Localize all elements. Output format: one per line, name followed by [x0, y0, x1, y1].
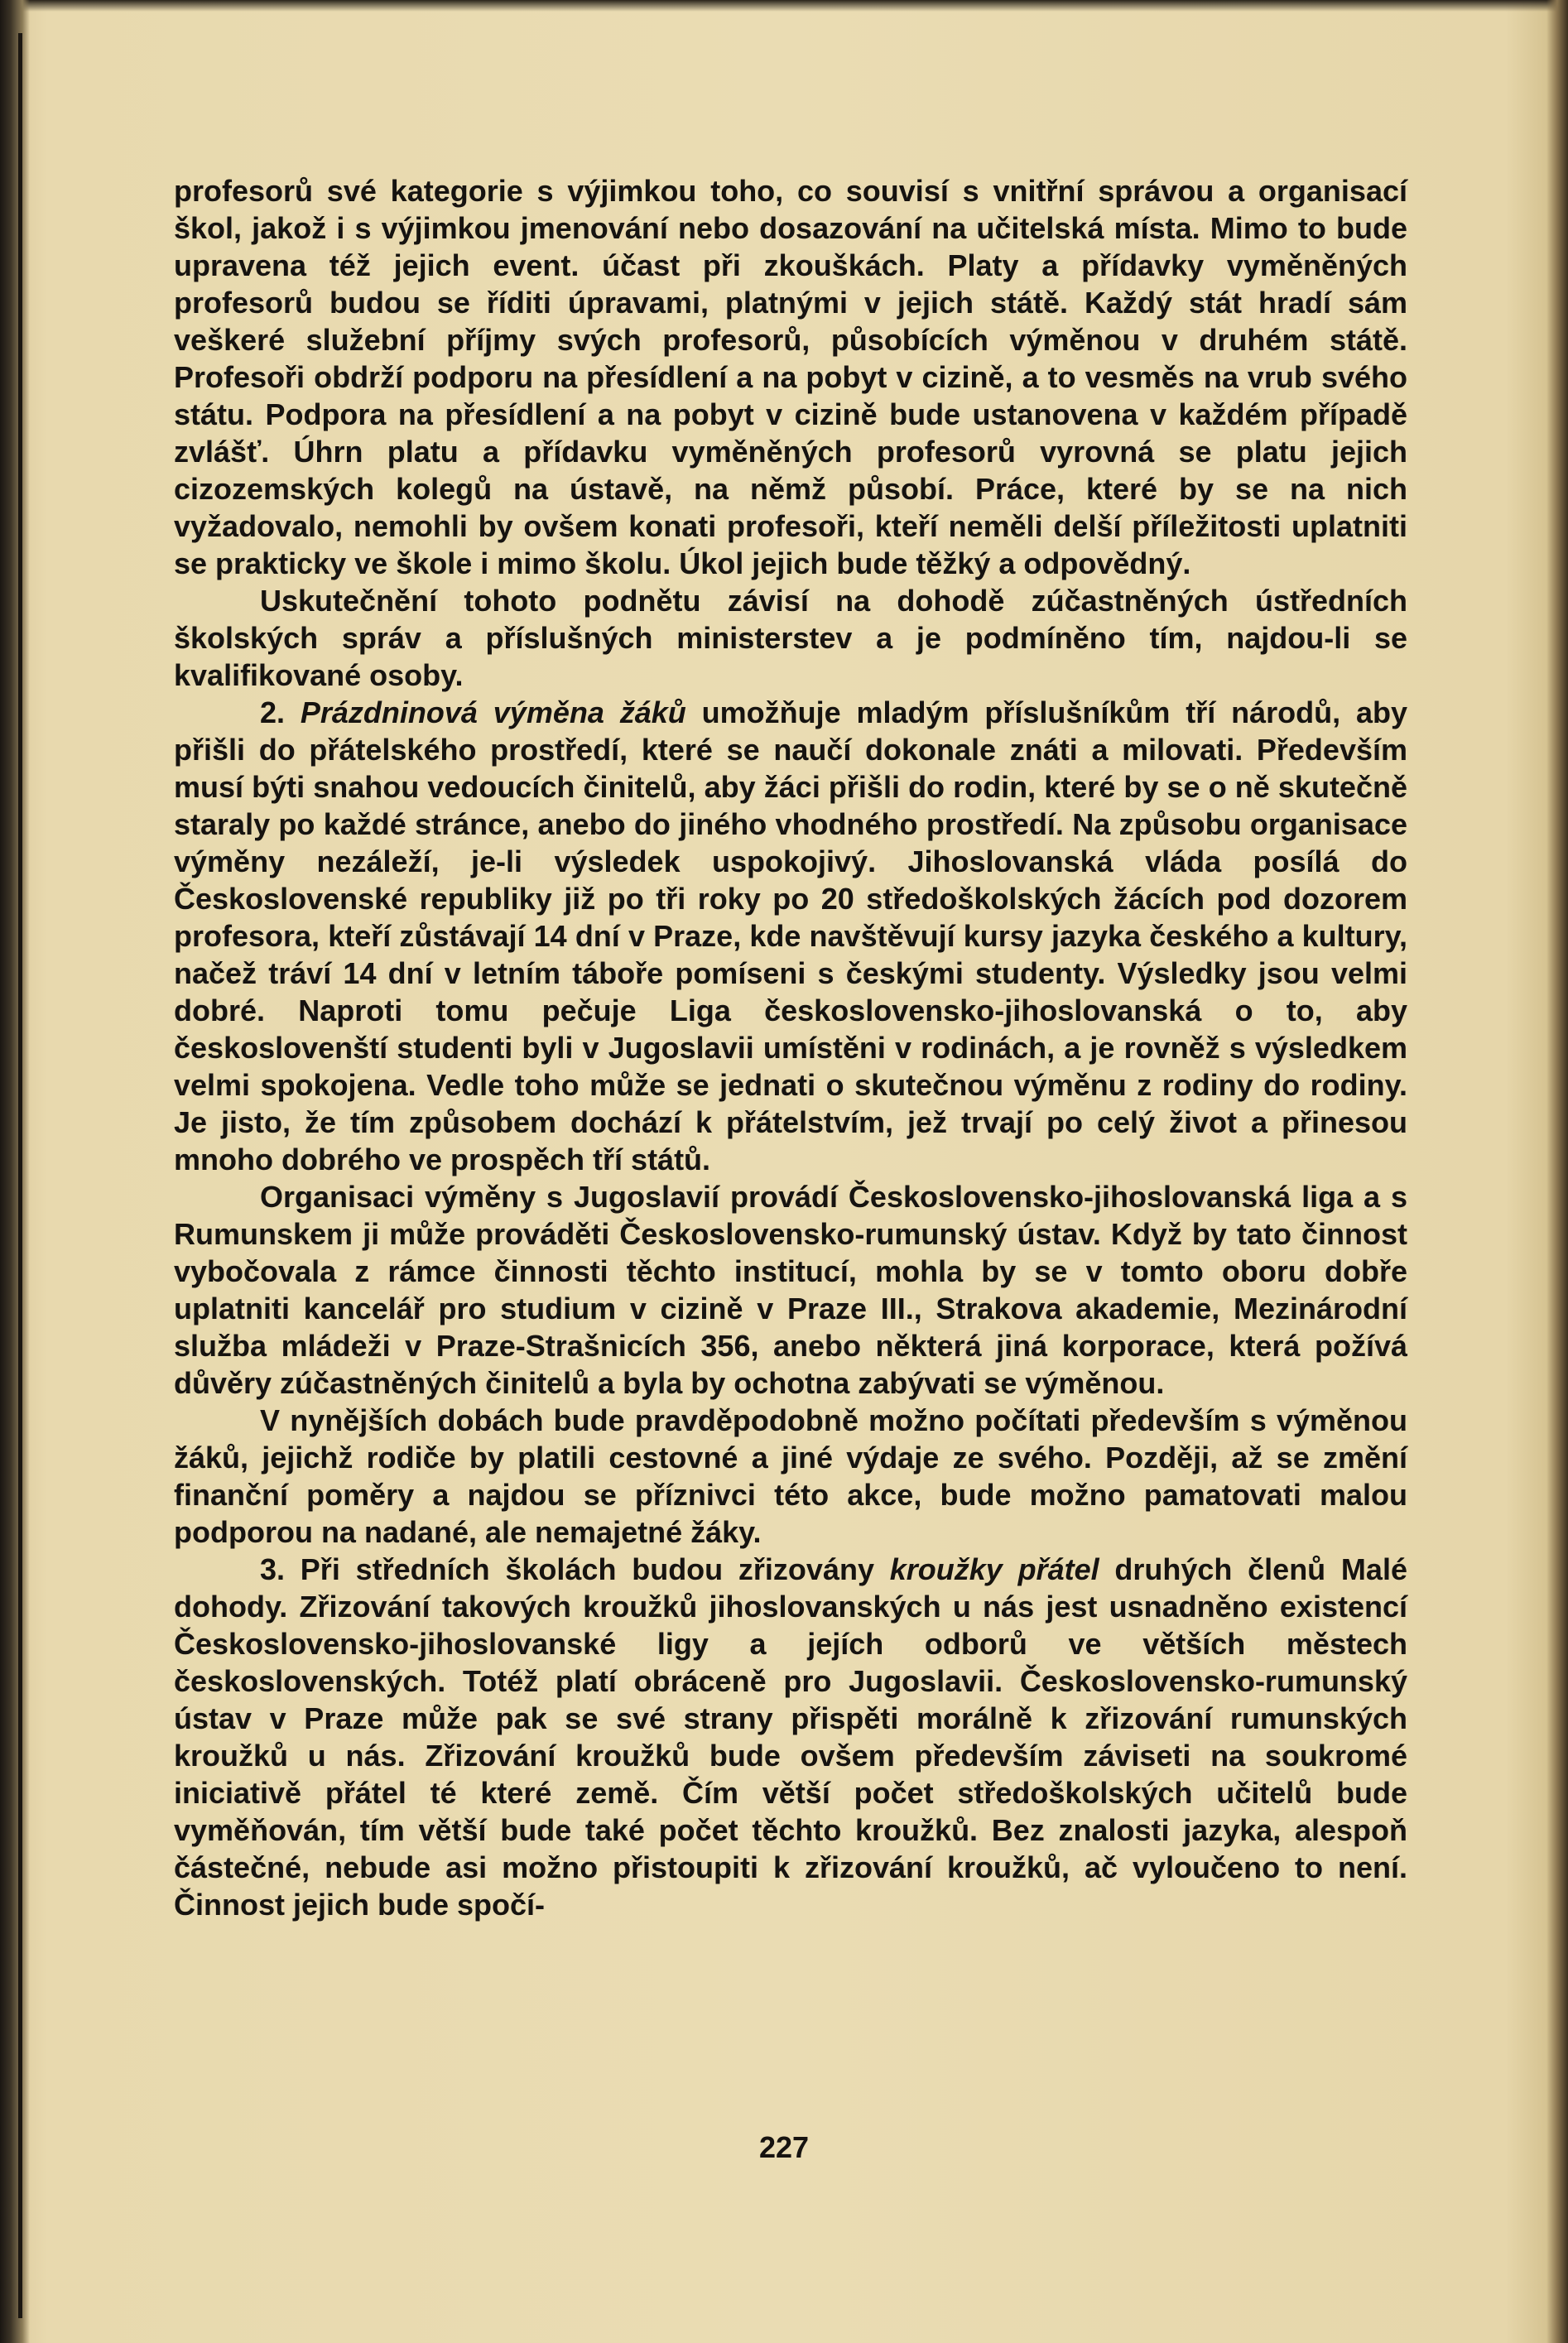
section-number: 2. — [260, 695, 286, 729]
section-intro: Při středních školách budou zřizovány — [300, 1552, 874, 1586]
paragraph-current-times — [174, 1402, 1407, 1551]
right-page-edge — [1546, 0, 1568, 2343]
paragraph-text: V nynějších dobách bude pravděpodobně možno počítati především s výměnou žáků, jejichž rodiče by platili cestovné a jiné výdaje ze svého. Později, až se změní finanční poměry a najdou se příznivci této akce, bude možno pamatovati malou podporou na nadané, ale nemajetné žáky. — [174, 1403, 1407, 1549]
body-text — [174, 172, 1407, 1923]
section-lead-term: kroužky přátel — [889, 1552, 1099, 1586]
section-number: 3. — [260, 1552, 286, 1586]
paragraph-text: umožňuje mladým příslušníkům tří národů, aby přišli do přátelského prostředí, které se naučí dokonale znáti a milovati. Především musí býti snahou vedoucích činitelů, aby žáci přišli do rodin, které by se o ně skutečně staraly po každé stránce, anebo do jiného vhodného prostředí. Na způsobu organisace výměny nezáleží, je-li výsledek uspokojivý. Jihoslovanská vláda posílá do Československé republiky již po tři roky po 20 středoškolských žácích pod dozorem profesora, kteří zůstávají 14 dní v Praze, kde navštěvují kursy jazyka českého a kultury, načež tráví 14 dní v letním táboře pomíseni s českými studenty. Výsledky jsou velmi dobré. Naproti tomu pečuje Liga československo-jihoslovanská o to, aby českoslovenští studenti byli v Jugoslavii umístěni v rodinách, a je rovněž s výsledkem velmi spokojena. Vedle toho může se jednati o skutečnou výměnu z rodiny do rodiny. Je jisto, že tím způsobem dochází k přátelstvím, jež trvají po celý život a přinesou mnoho dobrého ve prospěch tří států. — [174, 695, 1407, 1176]
paragraph-text: Organisaci výměny s Jugoslavií provádí Československo-jihoslovanská liga a s Rumunskem ji může prováděti Československo-rumunský ústav. Když by tato činnost vybočovala z rámce činnosti těchto institucí, mohla by se v tomto oboru dobře uplatniti kancelář pro studium v cizině v Praze III., Strakova akademie, Mezinárodní služba mládeži v Praze-Strašnicích 356, anebo některá jiná korporace, která požívá důvěry zúčastněných činitelů a byla by ochotna zabývati se výměnou. — [174, 1180, 1407, 1400]
section-lead-term: Prázdninová výměna žáků — [300, 695, 686, 729]
top-page-edge — [0, 0, 1568, 12]
paragraph-text: druhých členů Malé dohody. Zřizování takových kroužků jihoslovanských u nás jest usnadněno existencí Československo-jihoslovanské ligy a jejích odborů ve větších městech československých. Totéž platí obráceně pro Jugoslavii. Československo-rumunský ústav v Praze může pak se své strany přispěti morálně k zřizování rumunských kroužků u nás. Zřizování kroužků bude ovšem především záviseti na soukromé iniciativě přátel té které země. Čím větší počet středoškolských učitelů bude vyměňován, tím větší bude také počet těchto kroužků. Bez znalosti jazyka, alespoň částečné, nebude asi možno přistoupiti k zřizování kroužků, ač vyloučeno to není. Činnost jejich bude spočí- — [174, 1552, 1407, 1922]
paragraph-text: Uskutečnění tohoto podnětu závisí na dohodě zúčastněných ústředních školských správ a příslušných ministerstev a je podmíněno tím, najdou-li se kvalifikované osoby. — [174, 584, 1407, 692]
paragraph-friendship-circles — [174, 1551, 1407, 1923]
paragraph-realization — [174, 582, 1407, 694]
binding-edge — [0, 0, 30, 2343]
paragraph-continuation — [174, 172, 1407, 582]
paragraph-text: profesorů své kategorie s výjimkou toho, co souvisí s vnitřní správou a organisací škol, jakož i s výjimkou jmenování nebo dosazování na učitelská místa. Mimo to bude upravena též jejich event. účast při zkouškách. Platy a přídavky vyměněných profesorů budou se říditi úpravami, platnými v jejich státě. Každý stát hradí sám veškeré služební příjmy svých profesorů, působících výměnou v druhém státě. Profesoři obdrží podporu na přesídlení a na pobyt v cizině, a to vesměs na vrub svého státu. Podpora na přesídlení a na pobyt v cizině bude ustanovena v každém případě zvlášť. Úhrn platu a přídavku vyměněných profesorů vyrovná se platu jejich cizozemských kolegů na ústavě, na němž působí. Práce, které by se na nich vyžadovalo, nemohli by ovšem konati profesoři, kteří neměli delší příležitosti uplatniti se prakticky ve škole i mimo školu. Úkol jejich bude těžký a odpovědný. — [174, 174, 1407, 580]
paragraph-exchange-organisation — [174, 1178, 1407, 1402]
page-number: 227 — [758, 2130, 810, 2164]
paragraph-student-exchange — [174, 694, 1407, 1178]
binding-shadow-line — [18, 33, 22, 2318]
